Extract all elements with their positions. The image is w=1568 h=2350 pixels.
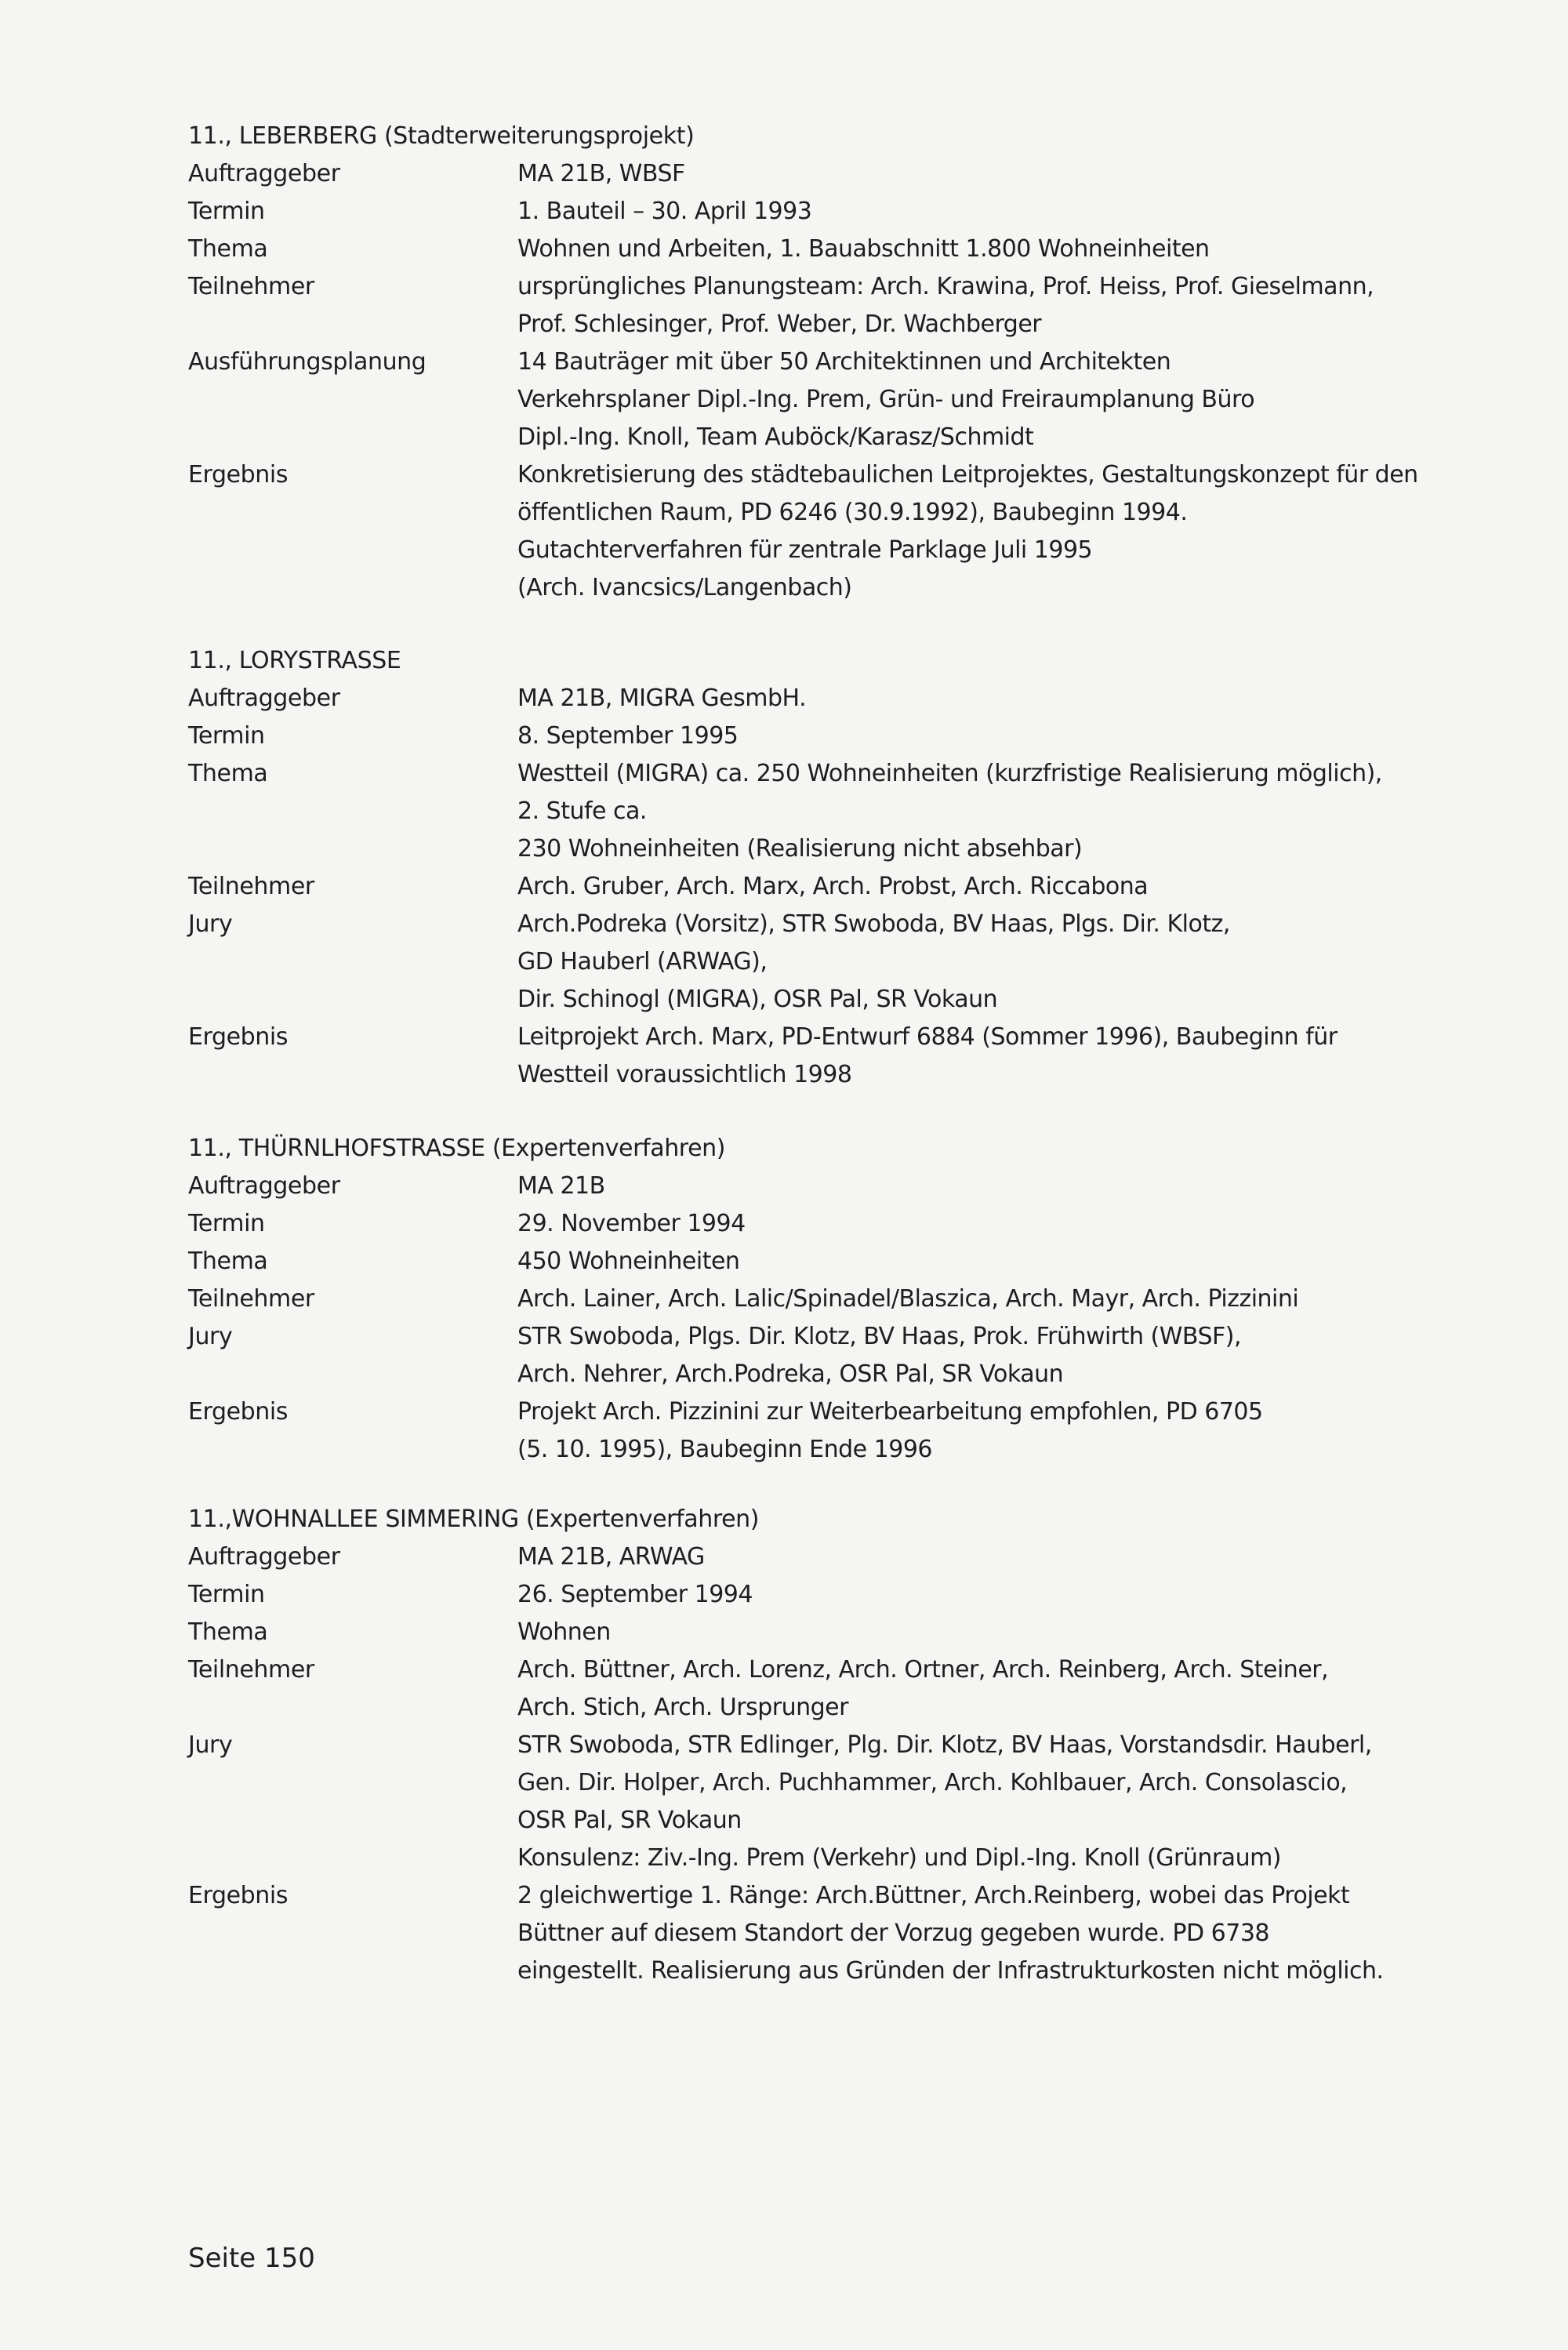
value-line: MA 21B: [517, 1172, 605, 1200]
field-value: [517, 906, 1380, 1019]
field-label: Termin: [188, 198, 265, 225]
value-line: Westteil voraussichtlich 1998: [517, 1061, 852, 1088]
value-line: 230 Wohneinheiten (Realisierung nicht absehbar): [517, 835, 1083, 863]
field-label: Ergebnis: [188, 1398, 289, 1426]
field-label: Jury: [188, 1323, 233, 1350]
value-line: Konsulenz: Ziv.-Ing. Prem (Verkehr) und Dipl.-Ing. Knoll (Grünraum): [517, 1844, 1282, 1872]
field-value: [517, 231, 1380, 268]
field-value: [517, 1280, 1380, 1318]
value-line: OSR Pal, SR Vokaun: [517, 1807, 742, 1834]
value-line: 26. September 1994: [517, 1581, 753, 1608]
value-line: Dir. Schinogl (MIGRA), OSR Pal, SR Vokaun: [517, 986, 998, 1013]
field-label: Auftraggeber: [188, 685, 340, 712]
value-line: 8. September 1995: [517, 722, 739, 750]
value-line: Gutachterverfahren für zentrale Parklage Juli 1995: [517, 536, 1093, 564]
value-line: Westteil (MIGRA) ca. 250 Wohneinheiten (kurzfristige Realisierung möglich),: [517, 760, 1382, 787]
value-line: Leitprojekt Arch. Marx, PD-Entwurf 6884 (Sommer 1996), Baubeginn für: [517, 1023, 1338, 1051]
field-value: [517, 1614, 1380, 1651]
value-line: Arch.Podreka (Vorsitz), STR Swoboda, BV Haas, Plgs. Dir. Klotz,: [517, 910, 1230, 938]
value-line: Arch. Gruber, Arch. Marx, Arch. Probst, Arch. Riccabona: [517, 873, 1149, 900]
section-title: 11., LEBERBERG (Stadterweiterungsprojekt): [188, 122, 695, 150]
field-label: Jury: [188, 1731, 233, 1759]
field-value: [517, 1393, 1380, 1469]
value-line: 29. November 1994: [517, 1210, 746, 1237]
field-label: Termin: [188, 722, 265, 750]
field-value: [517, 193, 1380, 231]
value-line: 450 Wohneinheiten: [517, 1248, 740, 1275]
value-line: ursprüngliches Planungsteam: Arch. Krawina, Prof. Heiss, Prof. Gieselmann,: [517, 273, 1374, 300]
field-label: Thema: [188, 1618, 268, 1646]
field-value: [517, 1727, 1380, 1877]
value-line: 2 gleichwertige 1. Ränge: Arch.Büttner, Arch.Reinberg, wobei das Projekt: [517, 1882, 1350, 1909]
field-label: Ergebnis: [188, 461, 289, 489]
value-line: Prof. Schlesinger, Prof. Weber, Dr. Wachberger: [517, 311, 1042, 338]
field-label: Ergebnis: [188, 1023, 289, 1051]
value-line: Konkretisierung des städtebaulichen Leitprojektes, Gestaltungskonzept für den: [517, 461, 1418, 489]
field-value: [517, 1019, 1380, 1094]
field-label: Auftraggeber: [188, 1172, 340, 1200]
field-value: [517, 755, 1380, 868]
value-line: Arch. Stich, Arch. Ursprunger: [517, 1694, 848, 1721]
field-value: [517, 456, 1418, 607]
value-line: Arch. Lainer, Arch. Lalic/Spinadel/Blaszica, Arch. Mayr, Arch. Pizzinini: [517, 1285, 1299, 1313]
field-value: [517, 1168, 1380, 1205]
field-label: Thema: [188, 1248, 268, 1275]
value-line: Dipl.-Ing. Knoll, Team Auböck/Karasz/Schmidt: [517, 423, 1034, 451]
field-value: [517, 1205, 1380, 1243]
value-line: STR Swoboda, Plgs. Dir. Klotz, BV Haas, Prok. Frühwirth (WBSF),: [517, 1323, 1241, 1350]
field-label: Teilnehmer: [188, 873, 314, 900]
value-line: Verkehrsplaner Dipl.-Ing. Prem, Grün- und Freiraumplanung Büro: [517, 386, 1255, 413]
field-value: [517, 268, 1380, 343]
value-line: eingestellt. Realisierung aus Gründen der Infrastrukturkosten nicht möglich.: [517, 1957, 1384, 1985]
field-label: Thema: [188, 760, 268, 787]
section-title: 11., LORYSTRASSE: [188, 647, 401, 674]
value-line: GD Hauberl (ARWAG),: [517, 948, 768, 975]
value-line: Wohnen: [517, 1618, 611, 1646]
field-value: [517, 1538, 1380, 1576]
field-label: Teilnehmer: [188, 273, 314, 300]
field-value: [517, 680, 1380, 717]
field-label: Auftraggeber: [188, 1543, 340, 1571]
value-line: 1. Bauteil – 30. April 1993: [517, 198, 812, 225]
value-line: Arch. Büttner, Arch. Lorenz, Arch. Ortner, Arch. Reinberg, Arch. Steiner,: [517, 1656, 1329, 1684]
field-value: [517, 868, 1380, 906]
page-number: Seite 150: [188, 2243, 315, 2274]
value-line: (Arch. Ivancsics/Langenbach): [517, 574, 852, 601]
value-line: (5. 10. 1995), Baubeginn Ende 1996: [517, 1436, 933, 1463]
field-label: Teilnehmer: [188, 1656, 314, 1684]
field-label: Teilnehmer: [188, 1285, 314, 1313]
field-value: [517, 1877, 1384, 1990]
field-label: Thema: [188, 235, 268, 263]
value-line: Büttner auf diesem Standort der Vorzug gegeben wurde. PD 6738: [517, 1920, 1270, 1947]
value-line: Arch. Nehrer, Arch.Podreka, OSR Pal, SR Vokaun: [517, 1360, 1064, 1388]
value-line: 2. Stufe ca.: [517, 797, 647, 825]
field-value: [517, 1651, 1380, 1727]
value-line: MA 21B, MIGRA GesmbH.: [517, 685, 807, 712]
field-value: [517, 1318, 1380, 1393]
field-value: [517, 343, 1380, 456]
value-line: 14 Bauträger mit über 50 Architektinnen und Architekten: [517, 348, 1171, 376]
field-label: Auftraggeber: [188, 160, 340, 187]
field-value: [517, 1576, 1380, 1614]
value-line: MA 21B, WBSF: [517, 160, 685, 187]
field-label: Jury: [188, 910, 233, 938]
field-value: [517, 1243, 1380, 1280]
field-label: Ausführungsplanung: [188, 348, 426, 376]
field-label: Ergebnis: [188, 1882, 289, 1909]
field-label: Termin: [188, 1581, 265, 1608]
section-title: 11., THÜRNLHOFSTRASSE (Expertenverfahren): [188, 1135, 726, 1162]
value-line: STR Swoboda, STR Edlinger, Plg. Dir. Klotz, BV Haas, Vorstandsdir. Hauberl,: [517, 1731, 1372, 1759]
value-line: öffentlichen Raum, PD 6246 (30.9.1992), Baubeginn 1994.: [517, 499, 1188, 526]
value-line: Wohnen und Arbeiten, 1. Bauabschnitt 1.800 Wohneinheiten: [517, 235, 1210, 263]
value-line: Gen. Dir. Holper, Arch. Puchhammer, Arch. Kohlbauer, Arch. Consolascio,: [517, 1769, 1348, 1796]
field-label: Termin: [188, 1210, 265, 1237]
section-title: 11.,WOHNALLEE SIMMERING (Expertenverfahren): [188, 1506, 760, 1533]
field-value: [517, 717, 1380, 755]
field-value: [517, 155, 1380, 193]
value-line: Projekt Arch. Pizzinini zur Weiterbearbeitung empfohlen, PD 6705: [517, 1398, 1263, 1426]
value-line: MA 21B, ARWAG: [517, 1543, 705, 1571]
